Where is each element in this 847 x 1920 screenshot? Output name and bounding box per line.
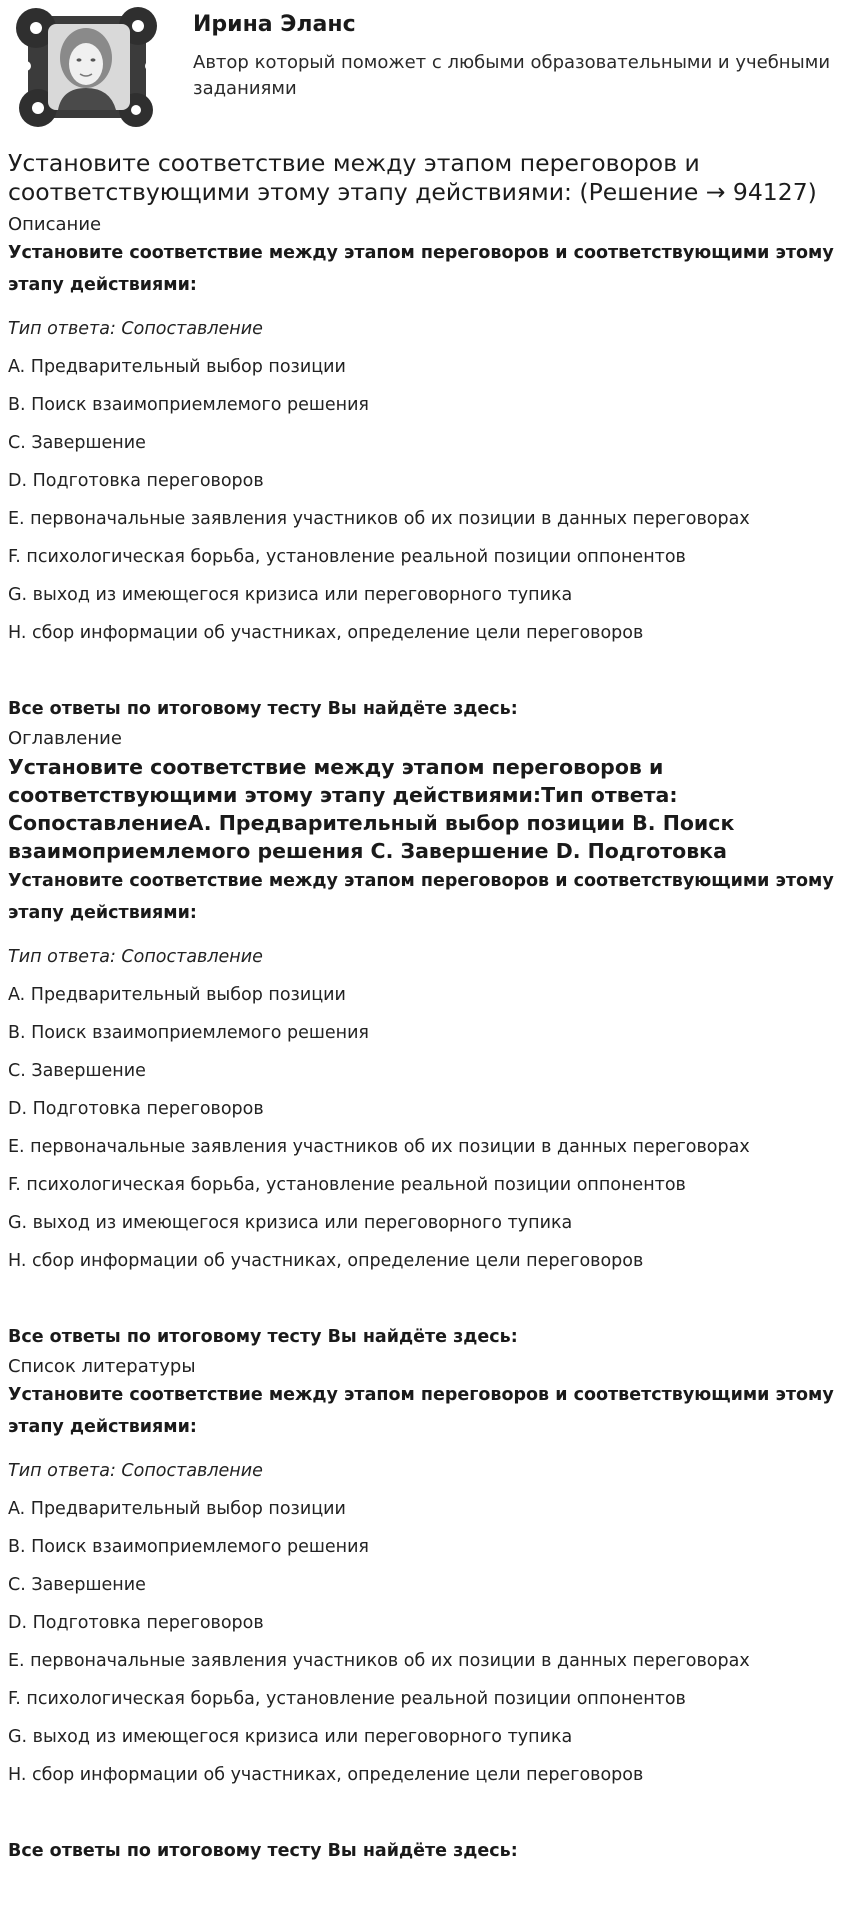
option-f: F. психологическая борьба, установление реальной позиции оппонентов bbox=[8, 547, 686, 567]
author-name[interactable]: Ирина Эланс bbox=[193, 12, 356, 37]
option-c: C. Завершение bbox=[8, 433, 146, 453]
bibliography-section bbox=[8, 1355, 839, 1863]
option-f: F. психологическая борьба, установление реальной позиции оппонентов bbox=[8, 1689, 686, 1709]
film-reel-photo-frame-icon bbox=[14, 6, 160, 128]
option-e: E. первоначальные заявления участников об их позиции в данных переговорах bbox=[8, 1137, 750, 1157]
find-answers-text: Все ответы по итоговому тесту Вы найдёте здесь: bbox=[8, 1841, 518, 1861]
option-h: H. сбор информации об участниках, определение цели переговоров bbox=[8, 1251, 644, 1271]
section-label-toc: Оглавление bbox=[8, 728, 122, 749]
option-d: D. Подготовка переговоров bbox=[8, 1613, 264, 1633]
option-f: F. психологическая борьба, установление реальной позиции оппонентов bbox=[8, 1175, 686, 1195]
author-card bbox=[8, 0, 839, 135]
options-list bbox=[8, 983, 839, 1273]
option-a: A. Предварительный выбор позиции bbox=[8, 985, 346, 1005]
question-title: Установите соответствие между этапом переговоров и соответствующими этому этапу действиями: bbox=[8, 243, 834, 295]
option-b: B. Поиск взаимоприемлемого решения bbox=[8, 1537, 369, 1557]
option-b: B. Поиск взаимоприемлемого решения bbox=[8, 395, 369, 415]
answer-type: Тип ответа: Сопоставление bbox=[8, 1461, 263, 1481]
find-answers-text: Все ответы по итоговому тесту Вы найдёте здесь: bbox=[8, 699, 518, 719]
options-list bbox=[8, 1497, 839, 1787]
option-e: E. первоначальные заявления участников об их позиции в данных переговорах bbox=[8, 1651, 750, 1671]
toc-heading: Установите соответствие между этапом переговоров и соответствующими этому этапу действиями:Тип ответа: СопоставлениеA. Предварительный выбор позиции B. Поиск взаимоприемлемого решения C. Завершение D. Подготовка bbox=[8, 755, 735, 863]
option-d: D. Подготовка переговоров bbox=[8, 471, 264, 491]
section-label-description: Описание bbox=[8, 214, 102, 235]
answer-type: Тип ответа: Сопоставление bbox=[8, 319, 263, 339]
option-c: C. Завершение bbox=[8, 1061, 146, 1081]
options-list bbox=[8, 355, 839, 645]
option-a: A. Предварительный выбор позиции bbox=[8, 357, 346, 377]
description-section bbox=[8, 213, 839, 721]
find-answers-text: Все ответы по итоговому тесту Вы найдёте здесь: bbox=[8, 1327, 518, 1347]
option-a: A. Предварительный выбор позиции bbox=[8, 1499, 346, 1519]
author-description: Автор который поможет с любыми образовательными и учебными заданиями bbox=[193, 52, 831, 99]
option-h: H. сбор информации об участниках, определение цели переговоров bbox=[8, 623, 644, 643]
option-h: H. сбор информации об участниках, определение цели переговоров bbox=[8, 1765, 644, 1785]
option-b: B. Поиск взаимоприемлемого решения bbox=[8, 1023, 369, 1043]
section-label-bibliography: Список литературы bbox=[8, 1356, 196, 1377]
option-g: G. выход из имеющегося кризиса или переговорного тупика bbox=[8, 585, 573, 605]
question-title: Установите соответствие между этапом переговоров и соответствующими этому этапу действиями: bbox=[8, 1385, 834, 1437]
answer-type: Тип ответа: Сопоставление bbox=[8, 947, 263, 967]
author-avatar[interactable] bbox=[14, 6, 160, 128]
option-g: G. выход из имеющегося кризиса или переговорного тупика bbox=[8, 1213, 573, 1233]
page-title: Установите соответствие между этапом переговоров и соответствующими этому этапу действиями: (Решение → 94127) bbox=[8, 149, 817, 206]
question-title: Установите соответствие между этапом переговоров и соответствующими этому этапу действиями: bbox=[8, 871, 834, 923]
option-c: C. Завершение bbox=[8, 1575, 146, 1595]
option-e: E. первоначальные заявления участников об их позиции в данных переговорах bbox=[8, 509, 750, 529]
option-d: D. Подготовка переговоров bbox=[8, 1099, 264, 1119]
toc-section bbox=[8, 727, 839, 1349]
option-g: G. выход из имеющегося кризиса или переговорного тупика bbox=[8, 1727, 573, 1747]
